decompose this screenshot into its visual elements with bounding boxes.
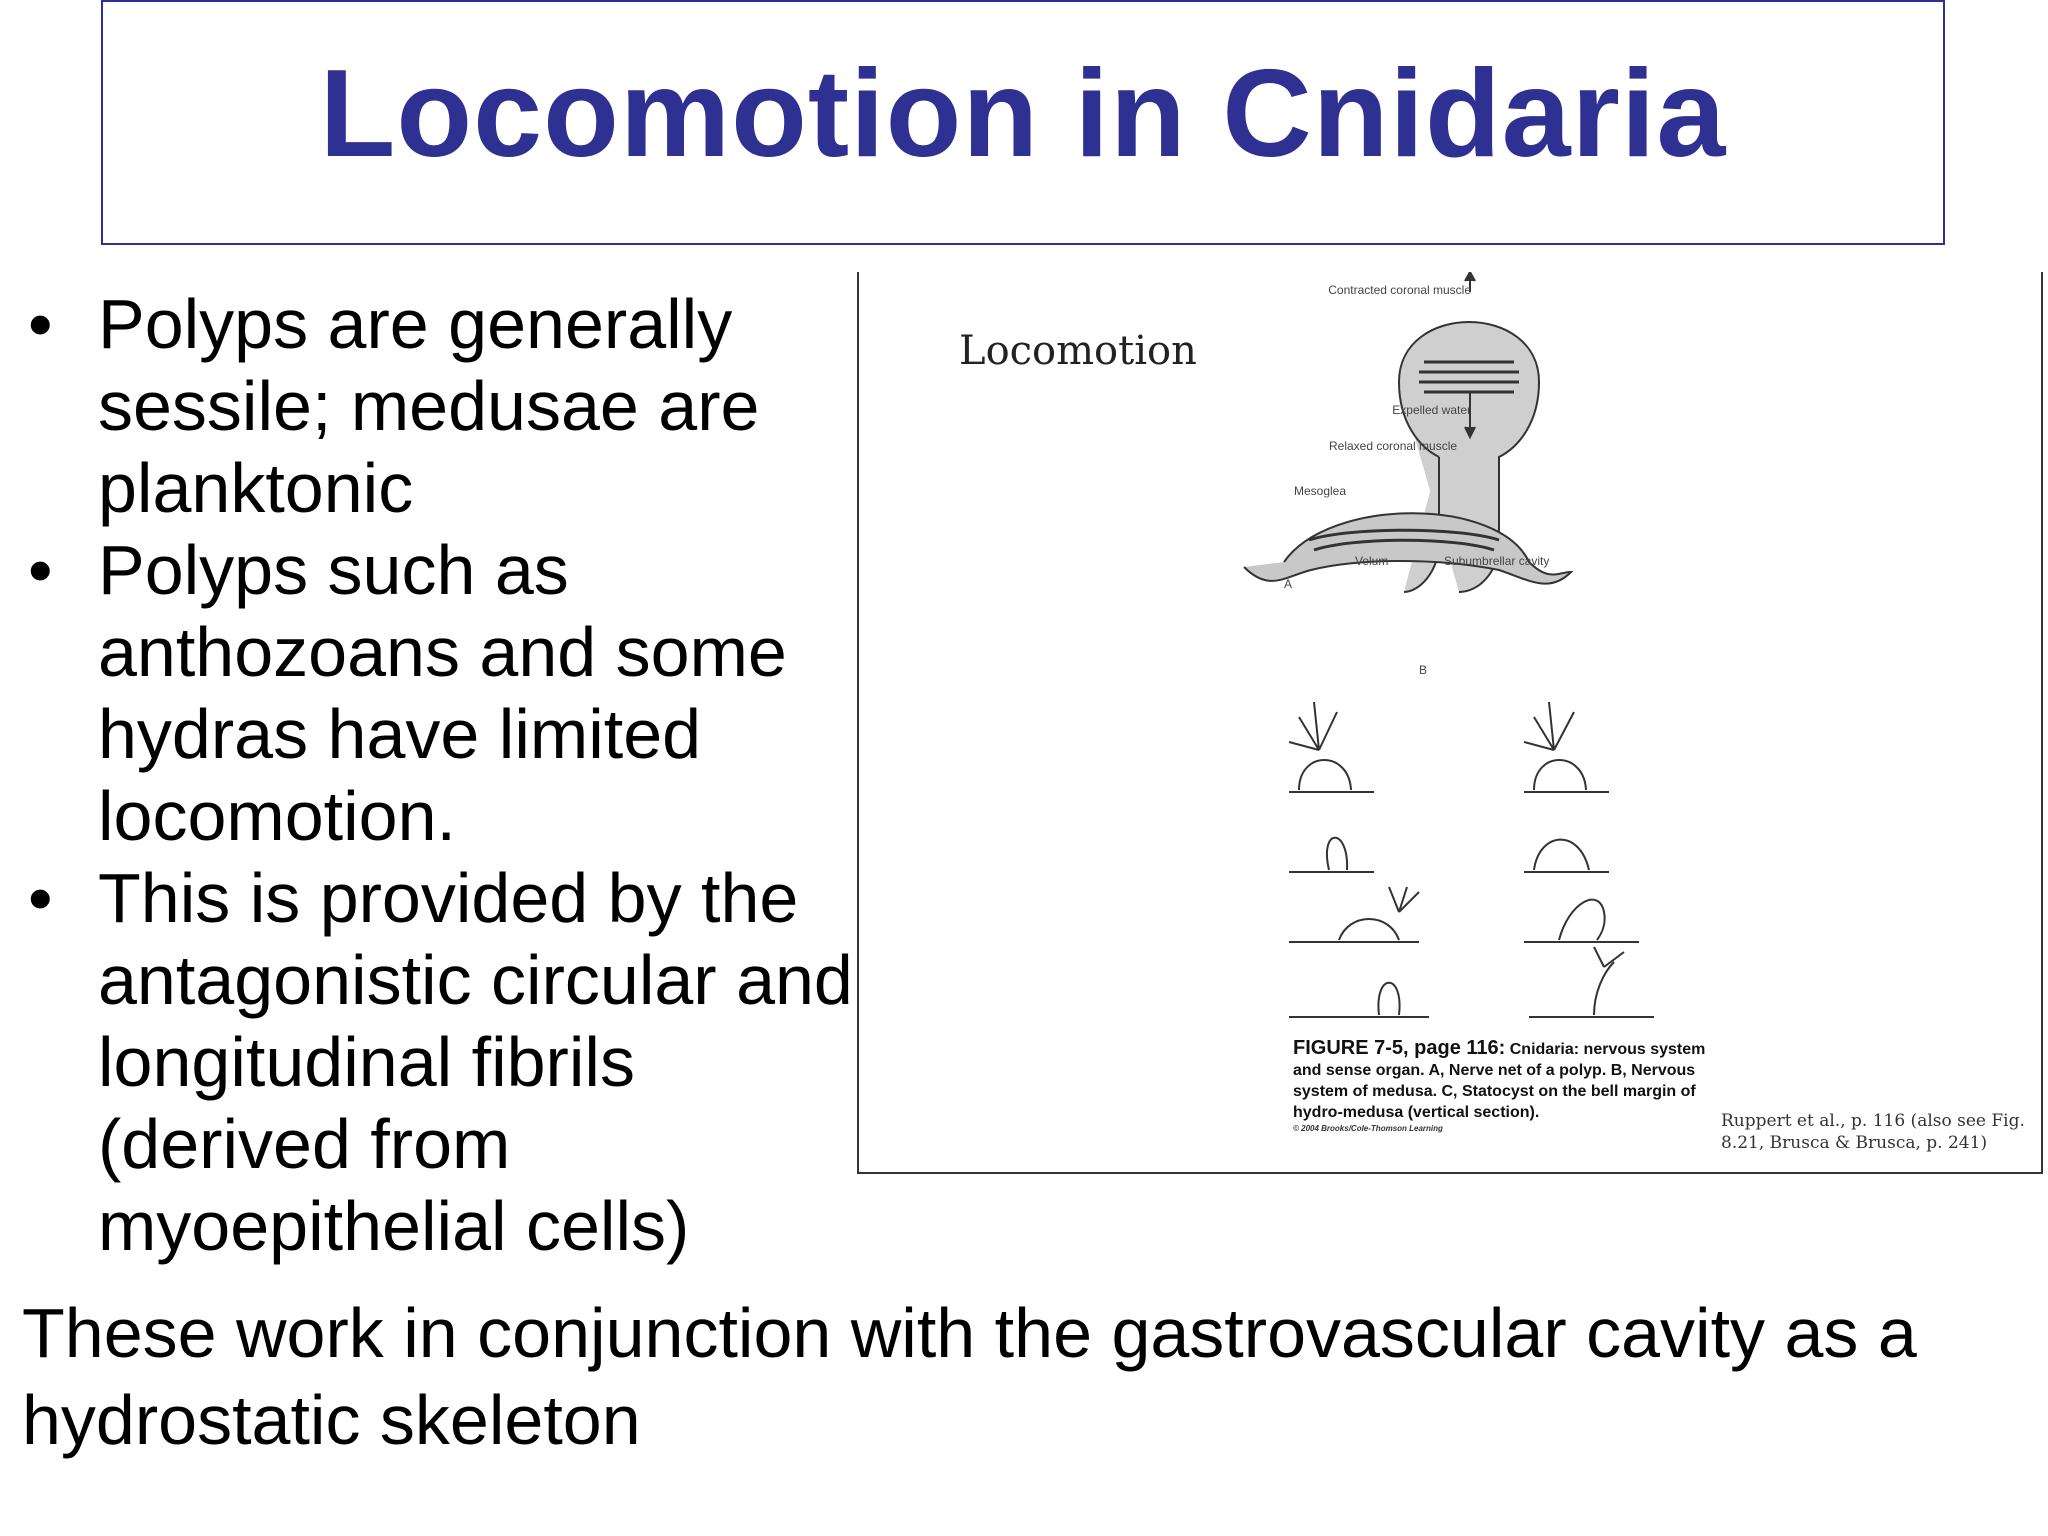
polyp-sequence-drawings [1289,702,1654,1017]
bullet-item [18,529,858,857]
bullet-marker: • [28,859,53,937]
figure-heading: Locomotion [959,328,1197,374]
label-panel-a: A [1284,577,1293,591]
bullet-list [18,283,858,1267]
label-velum: Velum [1355,554,1389,568]
bullet-marker: • [28,285,53,363]
bullet-item [18,283,858,529]
caption-text: Cnidaria: nervous system and sense organ. A, Nerve net of a polyp. B, Nervous system of medusa. C, Statocyst on the bell margin of hydro-medusa (vertical section). [1293,1041,1706,1121]
label-contracted: Contracted coronal muscle [1328,283,1471,297]
summary-text: These work in conjunction with the gastrovascular cavity as a hydrostatic skeleton [22,1294,1917,1459]
label-mesoglea: Mesoglea [1294,484,1347,498]
label-subumbrellar: Subumbrellar cavity [1444,554,1550,568]
relaxed-medusa-drawing [1244,513,1571,583]
slide-title: Locomotion in Cnidaria [319,45,1727,183]
figure-caption [1293,1038,1723,1135]
figure-credit: Ruppert et al., p. 116 (also see Fig. 8.21, Brusca & Brusca, p. 241) [1721,1111,2025,1153]
locomotion-figure [857,272,2043,1174]
bullet-text: Polyps are generally sessile; medusae are planktonic [98,285,760,527]
label-expelled: Expelled water [1392,403,1471,417]
label-panel-b: B [1419,663,1428,677]
caption-title: FIGURE 7-5, page 116: [1293,1037,1506,1059]
bullet-text: This is provided by the antagonistic circular and longitudinal fibrils (derived from myoepithelial cells) [98,859,853,1265]
bullet-text: Polyps such as anthozoans and some hydras have limited locomotion. [98,531,787,855]
copyright-text: © 2004 Brooks/Cole-Thomson Learning [1293,1124,1443,1133]
label-relaxed: Relaxed coronal muscle [1329,439,1458,453]
bullet-marker: • [28,531,53,609]
bullet-item [18,857,858,1267]
title-box [101,0,1945,245]
